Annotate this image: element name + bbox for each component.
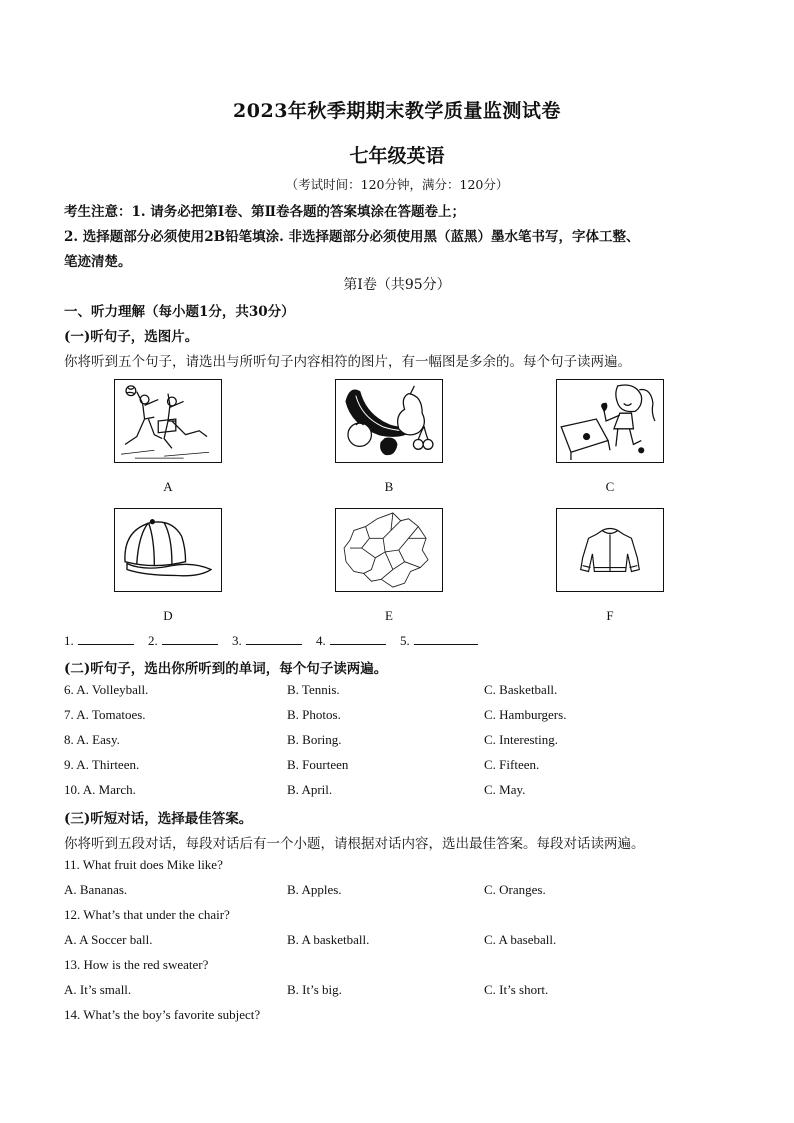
fruits-icon: [336, 380, 442, 462]
picture-label-c: C: [605, 479, 615, 494]
q13-option-b: B. It’s big.: [287, 982, 342, 997]
q6-option-a: 6. A. Volleyball.: [64, 682, 149, 697]
q6-option-b: B. Tennis.: [287, 682, 340, 697]
map-icon: [336, 509, 442, 591]
q14-stem: 14. What’s the boy’s favorite subject?: [64, 1007, 261, 1022]
picture-label-f: F: [606, 608, 614, 623]
q13-option-a: A. It’s small.: [64, 982, 132, 997]
q9-option-a: 9. A. Thirteen.: [64, 757, 140, 772]
sub1-instruction: 你将听到五个句子，请选出与所听句子内容相符的图片，有一幅图是多余的。每个句子读两遍。: [64, 354, 631, 370]
exam-title: 2023年秋季期期末教学质量监测试卷: [233, 100, 561, 122]
q7-option-c: C. Hamburgers.: [484, 707, 567, 722]
q9-option-c: C. Fifteen.: [484, 757, 540, 772]
notice-line-2: 2. 选择题部分必须使用2B铅笔填涂. 非选择题部分必须使用黑（蓝黑）墨水笔书写，字体工整、: [64, 229, 640, 245]
q12-option-a: A. A Soccer ball.: [64, 932, 153, 947]
section1-title: 一、听力理解（每小题1分，共30分）: [64, 304, 295, 320]
picture-label-d: D: [163, 608, 173, 623]
answer-blank-2[interactable]: 2.: [148, 633, 218, 649]
volleyball-players-icon: [115, 380, 221, 462]
q7-option-a: 7. A. Tomatoes.: [64, 707, 146, 722]
sub3-title: (三)听短对话，选择最佳答案。: [64, 811, 253, 827]
q11-stem: 11. What fruit does Mike like?: [64, 857, 223, 872]
q12-option-b: B. A basketball.: [287, 932, 370, 947]
q10-option-b: B. April.: [287, 782, 333, 797]
q8-option-c: C. Interesting.: [484, 732, 559, 747]
q11-option-a: A. Bananas.: [64, 882, 128, 897]
sub1-title: (一)听句子，选图片。: [64, 329, 199, 345]
q8-option-b: B. Boring.: [287, 732, 342, 747]
q13-stem: 13. How is the red sweater?: [64, 957, 209, 972]
girl-eating-icon: [557, 380, 663, 462]
q6-option-c: C. Basketball.: [484, 682, 558, 697]
picture-e: [335, 508, 443, 592]
q10-option-a: 10. A. March.: [64, 782, 136, 797]
part1-title: 第Ⅰ卷（共95分）: [343, 277, 451, 293]
q9-option-b: B. Fourteen: [287, 757, 349, 772]
sub3-instruction: 你将听到五段对话，每段对话后有一个小题，请根据对话内容，选出最佳答案。每段对话读两遍。: [64, 836, 645, 852]
q11-option-b: B. Apples.: [287, 882, 342, 897]
notice-line-1: 考生注意：1. 请务必把第Ⅰ卷、第Ⅱ卷各题的答案填涂在答题卷上；: [64, 204, 465, 220]
picture-b: [335, 379, 443, 463]
answer-blank-3[interactable]: 3.: [232, 633, 302, 649]
q7-option-b: B. Photos.: [287, 707, 341, 722]
exam-info: （考试时间：120分钟，满分：120分）: [285, 177, 509, 192]
jacket-icon: [557, 509, 663, 591]
picture-d: [114, 508, 222, 592]
q13-option-c: C. It’s short.: [484, 982, 549, 997]
notice-line-3: 笔迹清楚。: [64, 254, 132, 270]
picture-f: [556, 508, 664, 592]
picture-label-a: A: [163, 479, 173, 494]
exam-subtitle: 七年级英语: [349, 145, 445, 167]
picture-label-b: B: [384, 479, 394, 494]
cap-icon: [115, 509, 221, 591]
q12-option-c: C. A baseball.: [484, 932, 557, 947]
answer-blank-5[interactable]: 5.: [400, 633, 478, 649]
q12-stem: 12. What’s that under the chair?: [64, 907, 230, 922]
sub2-title: (二)听句子，选出你所听到的单词，每个句子读两遍。: [64, 661, 388, 677]
q11-option-c: C. Oranges.: [484, 882, 546, 897]
answer-blank-4[interactable]: 4.: [316, 633, 386, 649]
picture-a: [114, 379, 222, 463]
q10-option-c: C. May.: [484, 782, 526, 797]
answer-blank-1[interactable]: 1.: [64, 633, 134, 649]
picture-c: [556, 379, 664, 463]
q8-option-a: 8. A. Easy.: [64, 732, 120, 747]
picture-label-e: E: [385, 608, 393, 623]
